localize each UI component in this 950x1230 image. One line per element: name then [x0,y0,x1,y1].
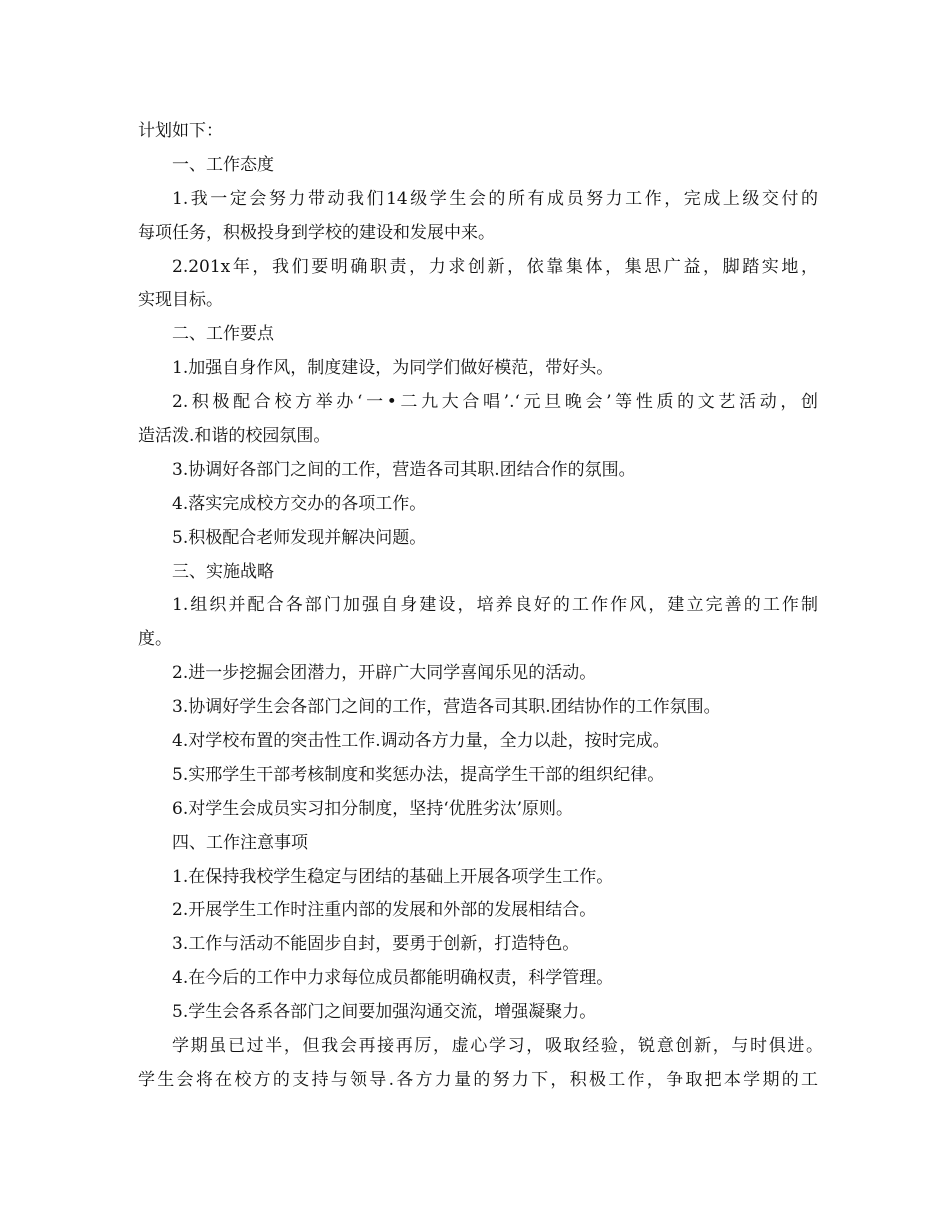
paragraph-line: 每项任务，积极投身到学校的建设和发展中来。 [138,222,495,243]
paragraph-line: 4.对学校布置的突击性工作.调动各方力量，全力以赴，按时完成。 [172,731,670,752]
section-heading-2: 二、工作要点 [172,324,274,345]
document-body [138,115,823,1098]
intro-line: 计划如下： [138,121,223,141]
paragraph-line: 1.我一定会努力带动我们14级学生会的所有成员努力工作，完成上级交付的 [172,188,818,209]
section-heading-3: 三、实施战略 [172,561,274,582]
paragraph-line: 4.落实完成校方交办的各项工作。 [172,493,427,514]
paragraph-line: 造活泼.和谐的校园氛围。 [138,426,331,447]
paragraph-line: 5.积极配合老师发现并解决问题。 [172,527,427,548]
paragraph-line: 3.协调好学生会各部门之间的工作，营造各司其职.团结协作的工作氛围。 [172,697,721,718]
paragraph-line: 实现目标。 [138,290,223,311]
section-heading-4: 四、工作注意事项 [172,832,308,853]
paragraph-line: 5.学生会各系各部门之间要加强沟通交流，增强凝聚力。 [172,1002,597,1023]
paragraph-line: 1.组织并配合各部门加强自身建设，培养良好的工作作风，建立完善的工作制 [172,595,818,616]
paragraph-line: 3.协调好各部门之间的工作，营造各司其职.团结合作的氛围。 [172,459,636,480]
paragraph-line: 6.对学生会成员实习扣分制度，坚持‘优胜劣汰’原则。 [172,798,574,819]
section-heading-1: 一、工作态度 [172,154,274,175]
paragraph-line: 度。 [138,629,172,650]
paragraph-line: 2.积极配合校方举办‘一•二九大合唱’.‘元旦晚会’等性质的文艺活动，创 [172,392,818,413]
paragraph-line: 4.在今后的工作中力求每位成员都能明确权责，科学管理。 [172,968,614,989]
closing-paragraph-line: 学生会将在校方的支持与领导.各方力量的努力下，积极工作，争取把本学期的工 [138,1069,818,1090]
paragraph-line: 5.实邢学生干部考核制度和奖惩办法，提高学生干部的组织纪律。 [172,764,665,785]
paragraph-line: 2.开展学生工作时注重内部的发展和外部的发展相结合。 [172,900,597,921]
paragraph-line: 1.在保持我校学生稳定与团结的基础上开展各项学生工作。 [172,866,614,887]
closing-paragraph-line: 学期虽已过半，但我会再接再厉，虚心学习，吸取经验，锐意创新，与时俱进。 [172,1036,823,1057]
paragraph-line: 1.加强自身作风，制度建设，为同学们做好模范，带好头。 [172,358,614,379]
paragraph-line: 3.工作与活动不能固步自封，要勇于创新，打造特色。 [172,934,580,955]
paragraph-line: 2.201x年，我们要明确职责，力求创新，依靠集体，集思广益，脚踏实地， [172,256,818,277]
paragraph-line: 2.进一步挖掘会团潜力，开辟广大同学喜闻乐见的活动。 [172,663,597,684]
